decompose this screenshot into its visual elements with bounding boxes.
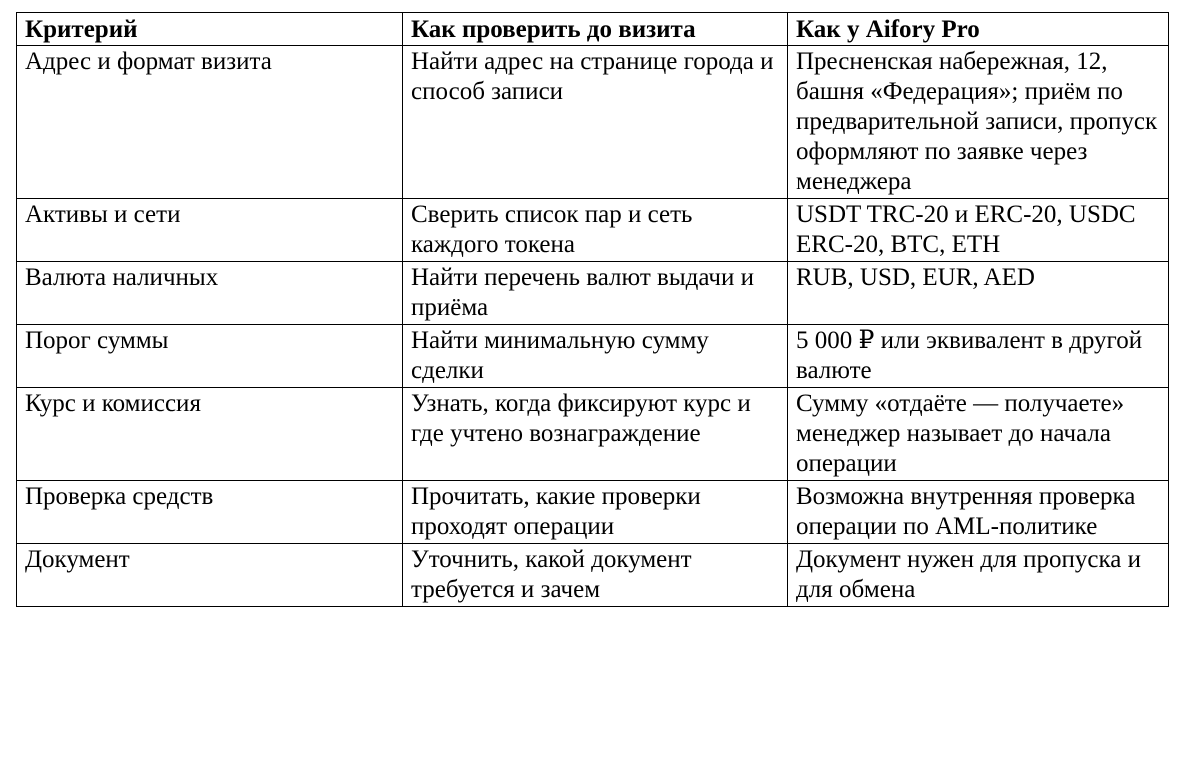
cell-aifory: Документ нужен для пропуска и для обмена (788, 544, 1169, 607)
cell-criterion: Адрес и формат визита (17, 46, 403, 199)
cell-criterion: Порог суммы (17, 325, 403, 388)
table-row (17, 481, 1169, 544)
cell-criterion: Курс и комиссия (17, 388, 403, 481)
table-header-row (17, 13, 1169, 46)
cell-criterion: Документ (17, 544, 403, 607)
cell-how-to-check: Найти адрес на странице города и способ записи (403, 46, 788, 199)
table-row (17, 46, 1169, 199)
cell-how-to-check: Найти перечень валют выдачи и приёма (403, 262, 788, 325)
header-criterion: Критерий (17, 13, 403, 46)
cell-aifory: Возможна внутренняя проверка операции по AML-политике (788, 481, 1169, 544)
comparison-table-container (16, 12, 1168, 607)
table-row (17, 388, 1169, 481)
cell-how-to-check: Узнать, когда фиксируют курс и где учтено вознаграждение (403, 388, 788, 481)
comparison-table (16, 12, 1169, 607)
header-how-to-check: Как проверить до визита (403, 13, 788, 46)
cell-how-to-check: Прочитать, какие проверки проходят операции (403, 481, 788, 544)
table-row (17, 262, 1169, 325)
table-row (17, 325, 1169, 388)
table-row (17, 199, 1169, 262)
cell-criterion: Активы и сети (17, 199, 403, 262)
cell-aifory: RUB, USD, EUR, AED (788, 262, 1169, 325)
cell-aifory: 5 000 ₽ или эквивалент в другой валюте (788, 325, 1169, 388)
cell-aifory: Сумму «отдаёте — получаете» менеджер называет до начала операции (788, 388, 1169, 481)
header-aifory: Как у Aifory Pro (788, 13, 1169, 46)
cell-how-to-check: Найти минимальную сумму сделки (403, 325, 788, 388)
cell-aifory: Пресненская набережная, 12, башня «Федерация»; приём по предварительной записи, пропуск оформляют по заявке через менеджера (788, 46, 1169, 199)
cell-criterion: Проверка средств (17, 481, 403, 544)
cell-how-to-check: Сверить список пар и сеть каждого токена (403, 199, 788, 262)
cell-aifory: USDT TRC-20 и ERC-20, USDC ERC-20, BTC, ETH (788, 199, 1169, 262)
table-row (17, 544, 1169, 607)
cell-criterion: Валюта наличных (17, 262, 403, 325)
cell-how-to-check: Уточнить, какой документ требуется и зачем (403, 544, 788, 607)
